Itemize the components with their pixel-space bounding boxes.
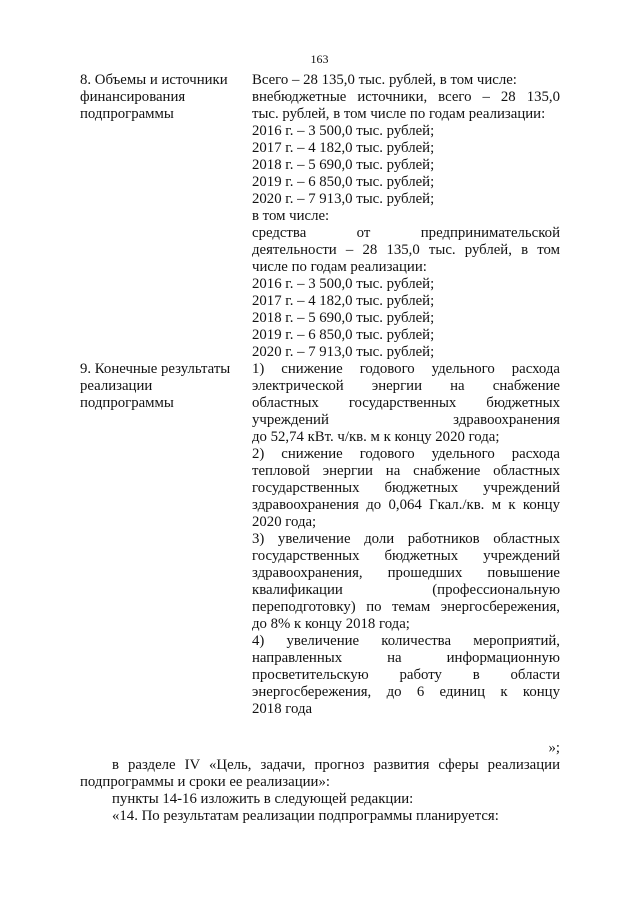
row-value-line: 2018 года bbox=[252, 701, 313, 717]
row-value-line: 3) увеличение доли работников областных bbox=[252, 531, 560, 547]
row-value-line: тыс. рублей, в том числе по годам реализации: bbox=[252, 106, 546, 122]
table-row bbox=[80, 72, 560, 361]
row-value-line: 4) увеличение количества мероприятий, bbox=[252, 633, 560, 649]
row-value-line: 2020 г. – 7 913,0 тыс. рублей; bbox=[252, 344, 435, 360]
row-label-line: 8. Объемы и источники bbox=[80, 72, 228, 88]
row-label-line: финансирования bbox=[80, 89, 186, 105]
row-label-cell bbox=[80, 361, 252, 718]
section-iv-paragraph-line-2: подпрограммы и сроки ее реализации»: bbox=[80, 774, 330, 790]
row-value-line: в том числе: bbox=[252, 208, 330, 224]
row-label-line: реализации bbox=[80, 378, 153, 394]
closing-quote-mark: »; bbox=[548, 740, 560, 756]
row-value-cell bbox=[252, 72, 560, 361]
row-label-line: подпрограммы bbox=[80, 106, 174, 122]
passport-table bbox=[80, 72, 560, 718]
row-value-line: 2017 г. – 4 182,0 тыс. рублей; bbox=[252, 140, 435, 156]
row-label-cell bbox=[80, 72, 252, 361]
row-value-line: переподготовку) по темам энергосбережения, bbox=[252, 599, 560, 615]
row-value-line: учреждений здравоохранения bbox=[252, 412, 560, 428]
row-value-line: квалификации (профессиональную bbox=[252, 582, 560, 598]
row-value-line: деятельности – 28 135,0 тыс. рублей, в том bbox=[252, 242, 560, 258]
row-label-line: подпрограммы bbox=[80, 395, 174, 411]
section-iv-paragraph-line-1: в разделе IV «Цель, задачи, прогноз развития сферы реализации bbox=[112, 757, 560, 773]
row-value-cell bbox=[252, 361, 560, 718]
row-value-line: тепловой энергии на снабжение областных bbox=[252, 463, 560, 479]
row-value-line: 2019 г. – 6 850,0 тыс. рублей; bbox=[252, 327, 435, 343]
amendment-text bbox=[80, 740, 560, 825]
row-value-line: 2) снижение годового удельного расхода bbox=[252, 446, 560, 462]
row-value-line: числе по годам реализации: bbox=[252, 259, 427, 275]
row-value-line: государственных бюджетных учреждений bbox=[252, 480, 560, 496]
row-value-line: 1) снижение годового удельного расхода bbox=[252, 361, 560, 377]
row-value-line: 2018 г. – 5 690,0 тыс. рублей; bbox=[252, 310, 435, 326]
row-label-line: 9. Конечные результаты bbox=[80, 361, 231, 377]
row-value-line: энергосбережения, до 6 единиц к концу bbox=[252, 684, 560, 700]
row-value-line: до 8% к концу 2018 года; bbox=[252, 616, 410, 632]
row-value-line: внебюджетные источники, всего – 28 135,0 bbox=[252, 89, 560, 105]
row-value-line: здравоохранения до 0,064 Гкал./кв. м к концу bbox=[252, 497, 560, 513]
row-value-line: 2017 г. – 4 182,0 тыс. рублей; bbox=[252, 293, 435, 309]
row-value-line: областных государственных бюджетных bbox=[252, 395, 560, 411]
row-value-line: 2016 г. – 3 500,0 тыс. рублей; bbox=[252, 123, 435, 139]
point-14-paragraph: «14. По результатам реализации подпрограммы планируется: bbox=[112, 808, 499, 824]
row-value-line: просветительскую работу в области bbox=[252, 667, 560, 683]
row-value-line: 2020 года; bbox=[252, 514, 317, 530]
row-value-line: направленных на информационную bbox=[252, 650, 560, 666]
row-value-line: 2019 г. – 6 850,0 тыс. рублей; bbox=[252, 174, 435, 190]
row-value-line: средства от предпринимательской bbox=[252, 225, 560, 241]
row-value-line: государственных бюджетных учреждений bbox=[252, 548, 560, 564]
row-value-line: 2016 г. – 3 500,0 тыс. рублей; bbox=[252, 276, 435, 292]
row-value-line: Всего – 28 135,0 тыс. рублей, в том числе: bbox=[252, 72, 517, 88]
row-value-line: до 52,74 кВт. ч/кв. м к концу 2020 года; bbox=[252, 429, 500, 445]
row-value-line: здравоохранения, прошедших повышение bbox=[252, 565, 560, 581]
row-value-line: электрической энергии на снабжение bbox=[252, 378, 560, 394]
points-14-16-paragraph: пункты 14-16 изложить в следующей редакции: bbox=[112, 791, 414, 807]
page-number: 163 bbox=[310, 52, 329, 66]
row-value-line: 2020 г. – 7 913,0 тыс. рублей; bbox=[252, 191, 435, 207]
table-row bbox=[80, 361, 560, 718]
row-value-line: 2018 г. – 5 690,0 тыс. рублей; bbox=[252, 157, 435, 173]
